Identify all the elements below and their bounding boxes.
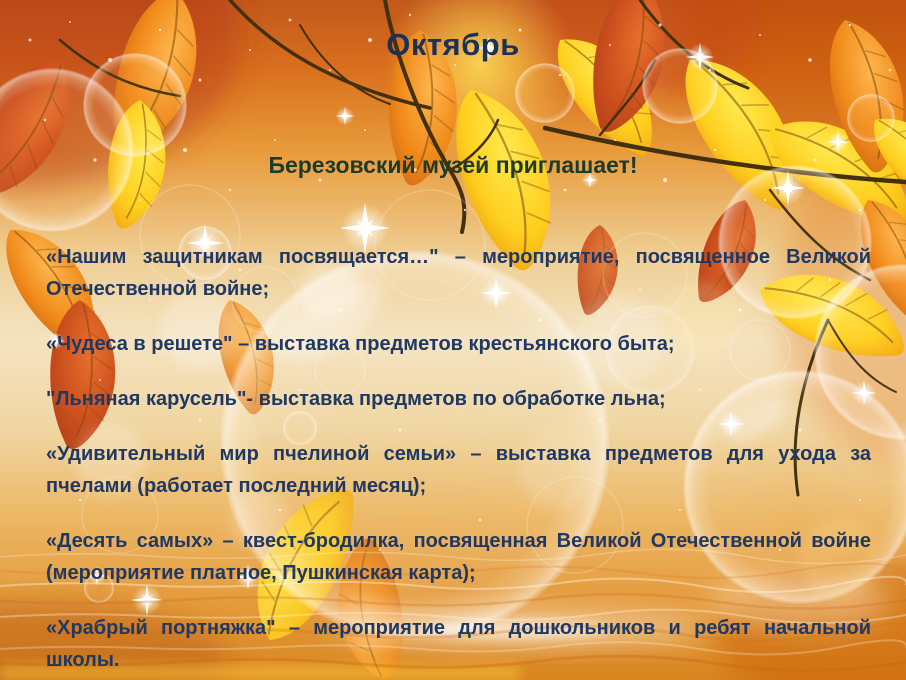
event-list bbox=[46, 241, 871, 676]
event-item: «Чудеса в решете" – выставка предметов крестьянского быта; bbox=[46, 333, 675, 355]
slide-subtitle: Березовский музей приглашает! bbox=[268, 152, 638, 178]
event-item: «Нашим защитникам посвящается…" – мероприятие, посвященное Великой Отечественной войне; bbox=[46, 246, 871, 300]
slide-title: Октябрь bbox=[386, 27, 520, 62]
event-item: "Льняная карусель"- выставка предметов по обработке льна; bbox=[46, 388, 666, 410]
event-item: «Храбрый портняжка" – мероприятие для дошкольников и ребят начальной школы. bbox=[46, 617, 871, 671]
event-item: «Удивительный мир пчелиной семьи» – выставка предметов для ухода за пчелами (работает последний месяц); bbox=[46, 443, 871, 497]
event-item: «Десять самых» – квест-бродилка, посвященная Великой Отечественной войне (мероприятие платное, Пушкинская карта); bbox=[46, 530, 871, 584]
